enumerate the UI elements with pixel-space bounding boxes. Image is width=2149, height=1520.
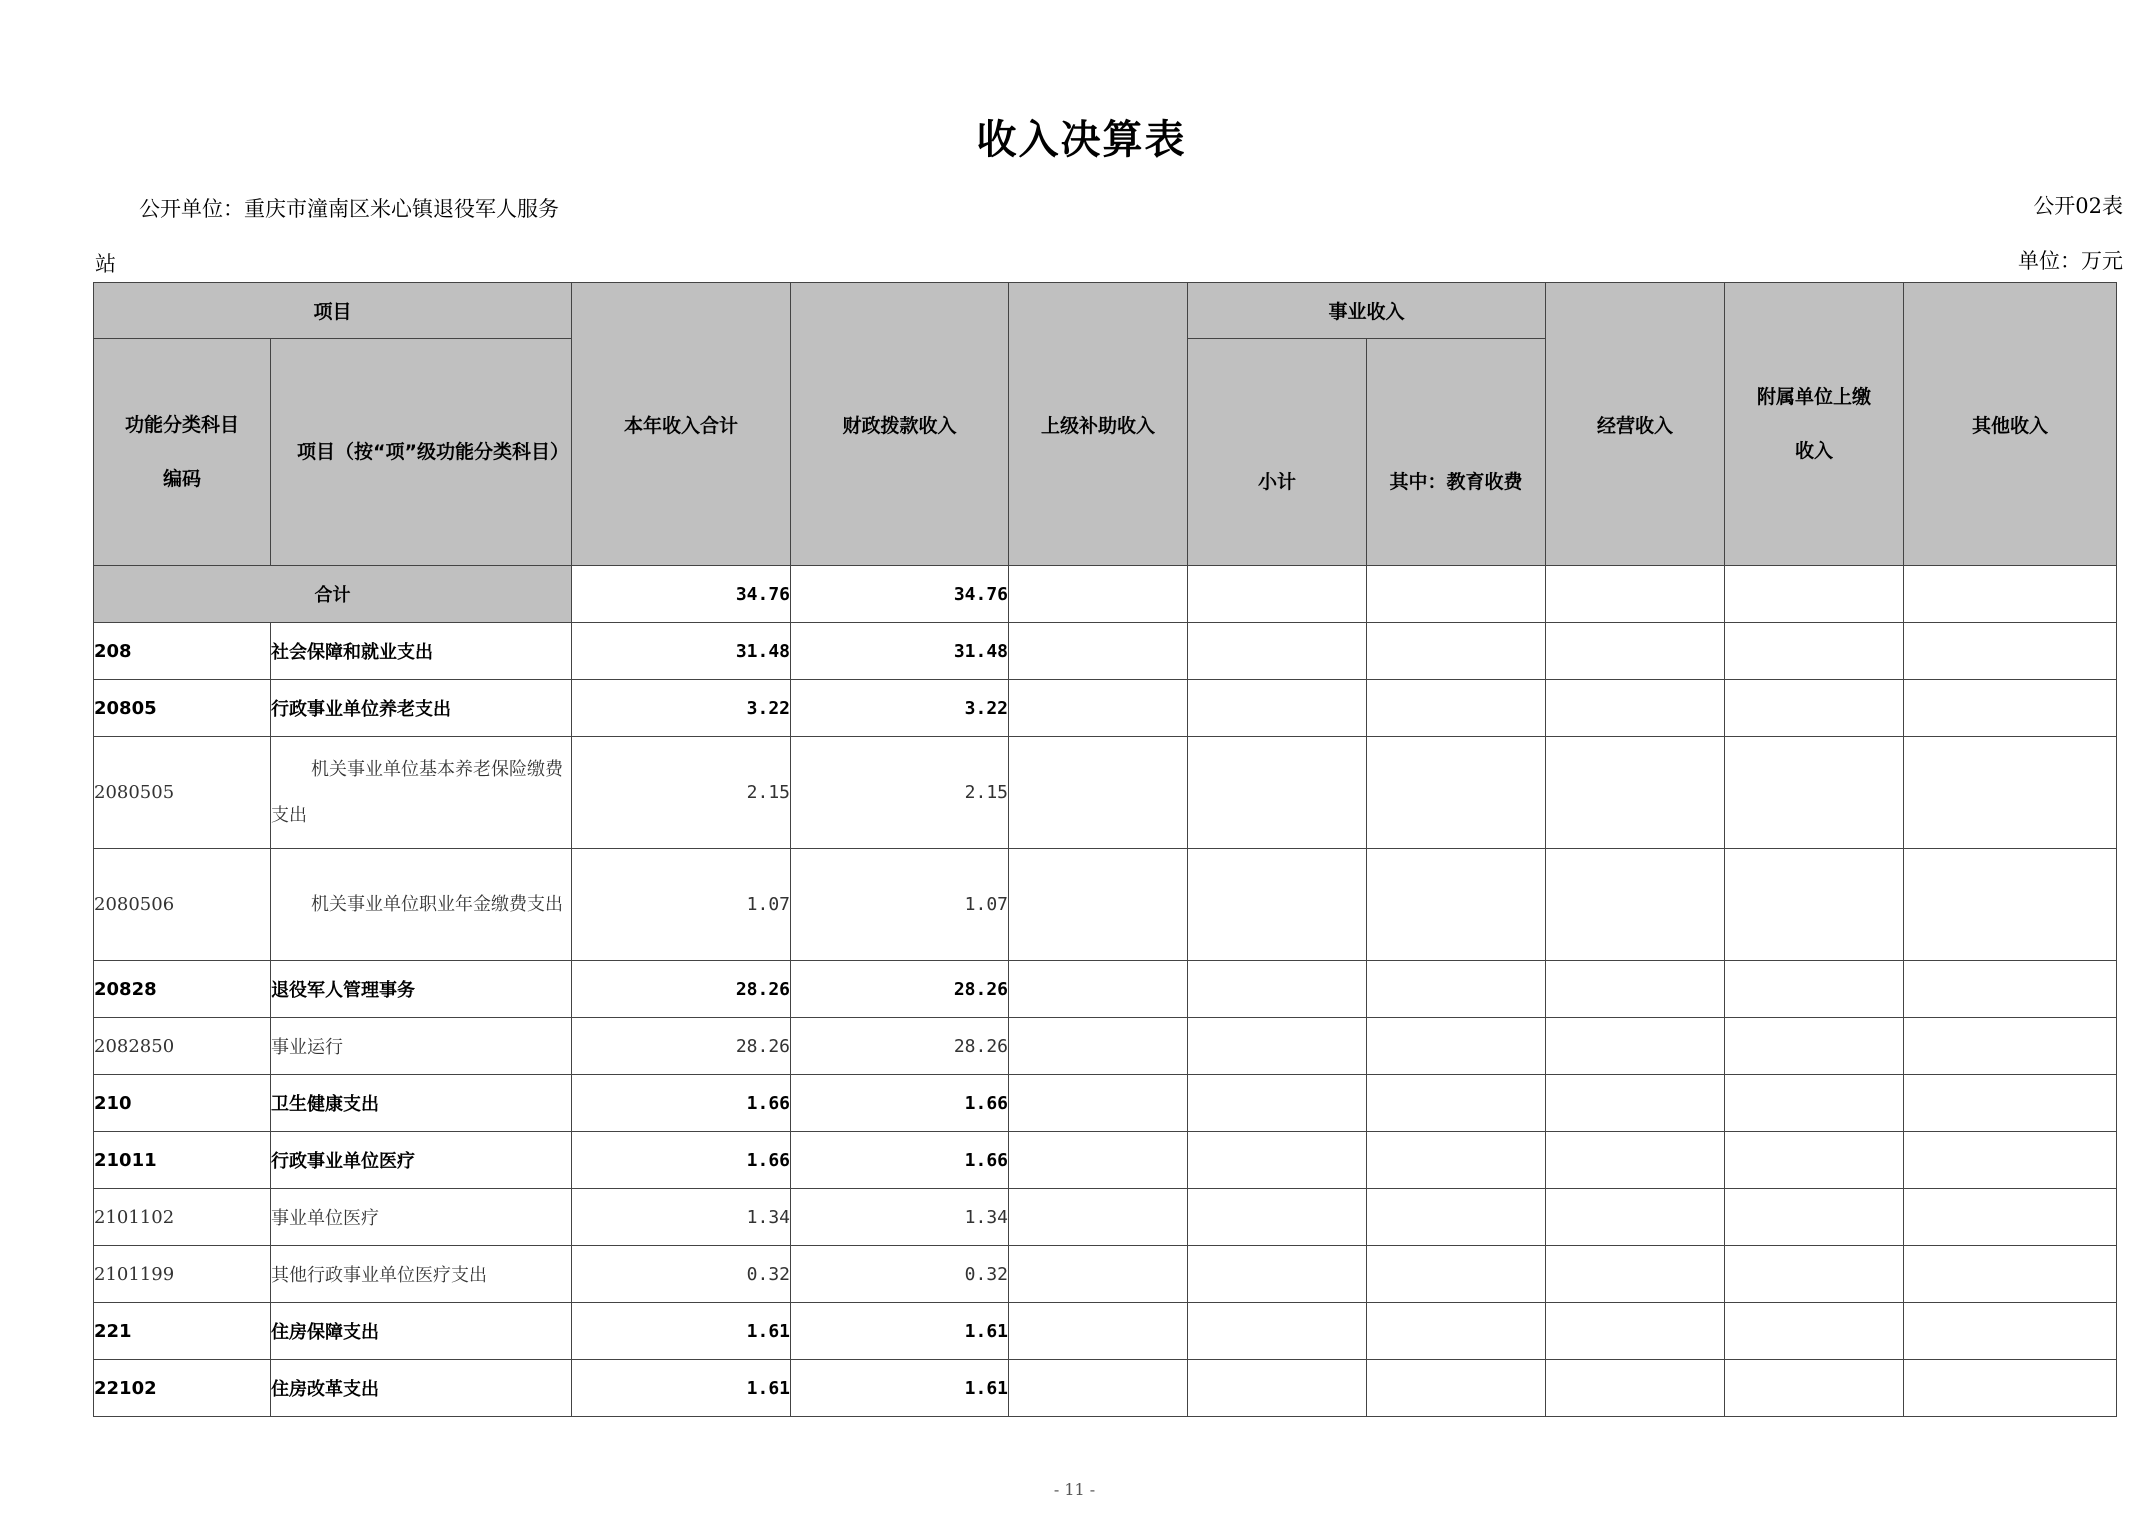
row-code: 21011 (94, 1132, 271, 1189)
row-fiscal: 28.26 (791, 961, 1009, 1018)
row-code: 221 (94, 1303, 271, 1360)
row-fiscal: 1.34 (791, 1189, 1009, 1246)
row-code: 2080506 (94, 849, 271, 961)
row-name: 行政事业单位养老支出 (271, 680, 572, 737)
header-education-fees: 其中：教育收费 (1367, 339, 1546, 566)
row-fiscal: 1.61 (791, 1360, 1009, 1417)
row-name: 其他行政事业单位医疗支出 (271, 1246, 572, 1303)
header-item-name: 项目（按“项”级功能分类科目） (271, 339, 572, 566)
publishing-unit: 公开单位：重庆市潼南区米心镇退役军人服务 (139, 197, 559, 221)
row-code: 208 (94, 623, 271, 680)
row-code: 2101199 (94, 1246, 271, 1303)
row-fiscal: 1.66 (791, 1132, 1009, 1189)
row-code: 22102 (94, 1360, 271, 1417)
header-business-income: 事业收入 (1188, 283, 1546, 339)
row-total: 1.61 (572, 1303, 791, 1360)
table-row (94, 1189, 2117, 1246)
row-total: 1.66 (572, 1075, 791, 1132)
row-total: 1.66 (572, 1132, 791, 1189)
header-subtotal: 小计 (1188, 339, 1367, 566)
row-name: 机关事业单位基本养老保险缴费支出 (271, 737, 572, 849)
row-total: 1.34 (572, 1189, 791, 1246)
row-total: 28.26 (572, 1018, 791, 1075)
row-name: 事业单位医疗 (271, 1189, 572, 1246)
form-number: 公开02表 (2033, 194, 2123, 218)
row-fiscal: 2.15 (791, 737, 1009, 849)
row-total: 2.15 (572, 737, 791, 849)
header-function-code: 功能分类科目编码 (94, 339, 271, 566)
currency-unit: 单位：万元 (2018, 249, 2123, 273)
table-row (94, 1360, 2117, 1417)
row-fiscal: 28.26 (791, 1018, 1009, 1075)
total-row (94, 566, 2117, 623)
row-name: 退役军人管理事务 (271, 961, 572, 1018)
row-name: 住房保障支出 (271, 1303, 572, 1360)
row-code: 2082850 (94, 1018, 271, 1075)
total-fiscal-value: 34.76 (791, 566, 1009, 623)
header-affiliated-income: 附属单位上缴收入 (1725, 283, 1904, 566)
row-name: 事业运行 (271, 1018, 572, 1075)
table-row (94, 1246, 2117, 1303)
total-income-value: 34.76 (572, 566, 791, 623)
row-total: 31.48 (572, 623, 791, 680)
row-fiscal: 0.32 (791, 1246, 1009, 1303)
row-total: 0.32 (572, 1246, 791, 1303)
row-code: 20828 (94, 961, 271, 1018)
row-fiscal: 1.61 (791, 1303, 1009, 1360)
row-code: 2080505 (94, 737, 271, 849)
row-name: 机关事业单位职业年金缴费支出 (271, 849, 572, 961)
row-total: 1.61 (572, 1360, 791, 1417)
header-project: 项目 (94, 283, 572, 339)
header-fiscal-appropriation: 财政拨款收入 (791, 283, 1009, 566)
publishing-unit-continued: 站 (95, 252, 116, 276)
row-fiscal: 1.07 (791, 849, 1009, 961)
row-name: 卫生健康支出 (271, 1075, 572, 1132)
row-code: 20805 (94, 680, 271, 737)
header-other-income: 其他收入 (1904, 283, 2117, 566)
row-fiscal: 3.22 (791, 680, 1009, 737)
table-row (94, 1018, 2117, 1075)
table-row (94, 1132, 2117, 1189)
row-code: 210 (94, 1075, 271, 1132)
total-label: 合计 (94, 566, 572, 623)
row-fiscal: 31.48 (791, 623, 1009, 680)
table-row (94, 1303, 2117, 1360)
row-total: 3.22 (572, 680, 791, 737)
table-row (94, 849, 2117, 961)
header-operating-income: 经营收入 (1546, 283, 1725, 566)
page-title: 收入决算表 (976, 117, 1187, 163)
header-superior-subsidy: 上级补助收入 (1009, 283, 1188, 566)
table-row (94, 680, 2117, 737)
page-number: - 11 - (1053, 1480, 1096, 1499)
row-total: 28.26 (572, 961, 791, 1018)
income-final-accounts-table (93, 282, 2117, 1417)
row-fiscal: 1.66 (791, 1075, 1009, 1132)
row-code: 2101102 (94, 1189, 271, 1246)
table-row (94, 623, 2117, 680)
table-row (94, 1075, 2117, 1132)
table-row (94, 737, 2117, 849)
row-name: 住房改革支出 (271, 1360, 572, 1417)
table-row (94, 961, 2117, 1018)
row-name: 行政事业单位医疗 (271, 1132, 572, 1189)
header-total-income: 本年收入合计 (572, 283, 791, 566)
row-name: 社会保障和就业支出 (271, 623, 572, 680)
row-total: 1.07 (572, 849, 791, 961)
